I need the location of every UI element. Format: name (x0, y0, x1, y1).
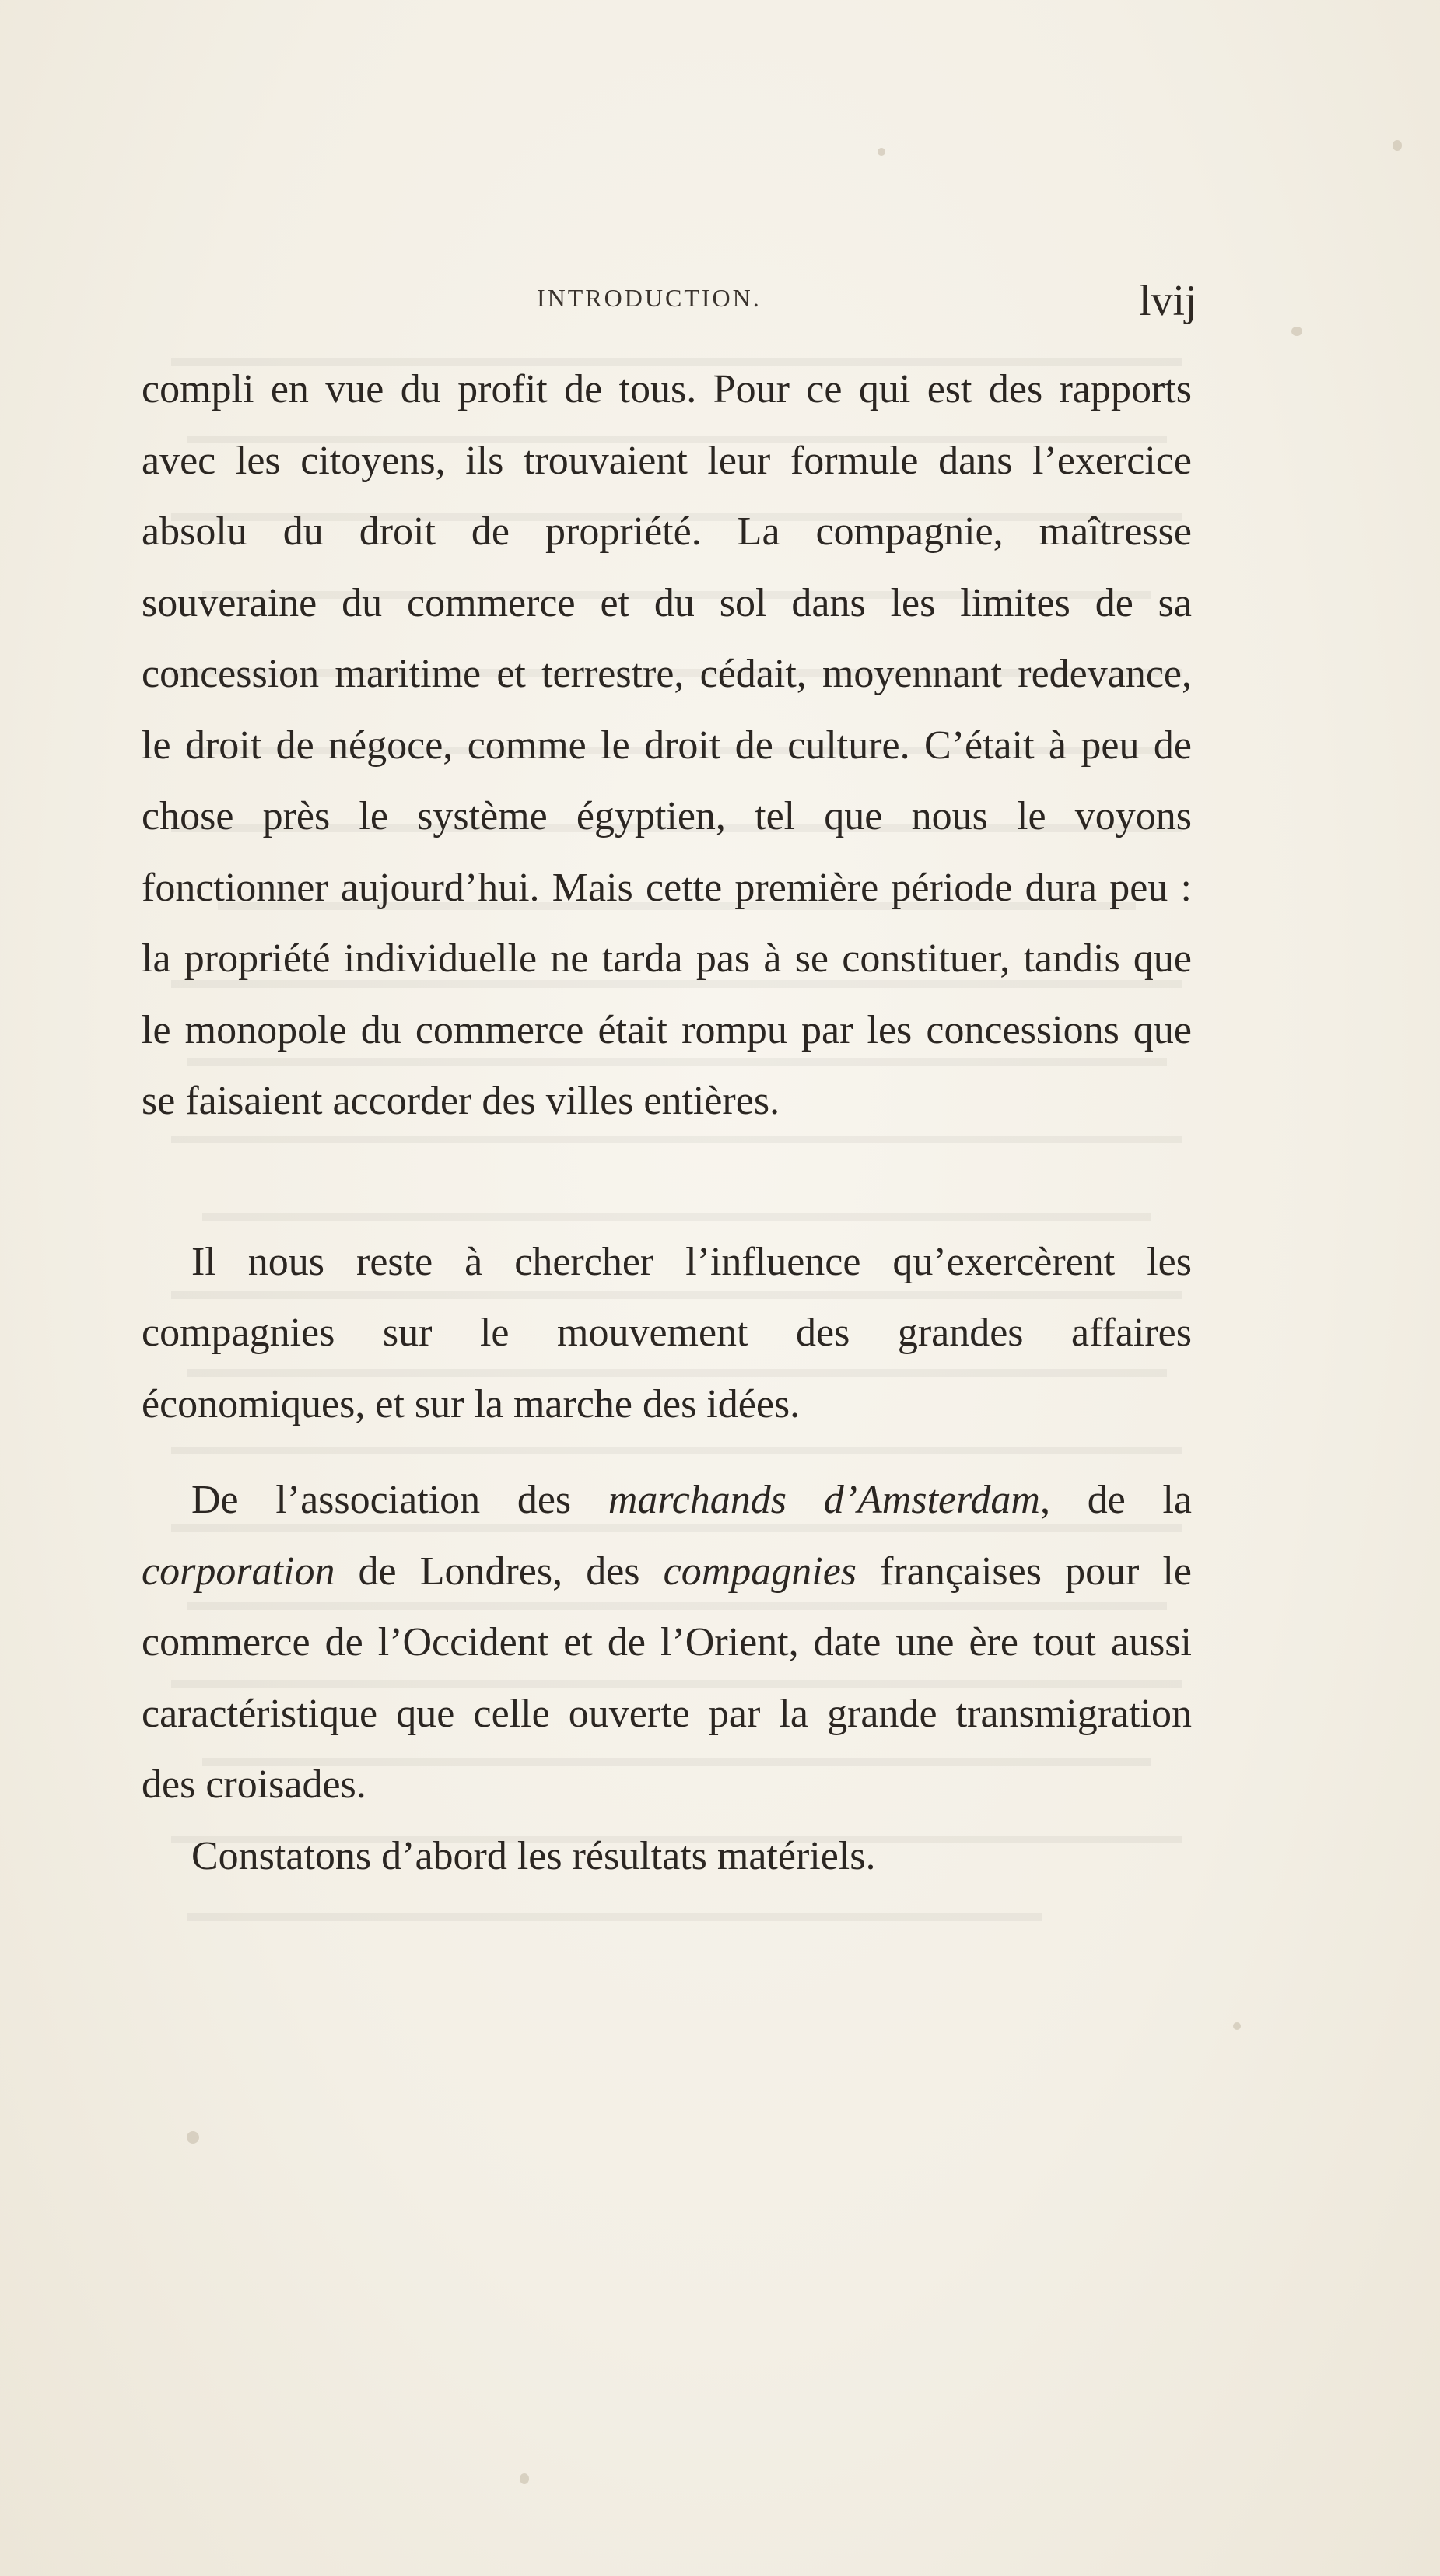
paragraph-3 (142, 1465, 1192, 1821)
italic-phrase: corporation (142, 1549, 335, 1594)
paragraph-3-text: , de la (1040, 1478, 1192, 1522)
paper-speck (1291, 327, 1302, 336)
paragraph-4: Constatons d’abord les résultats matériels. (191, 1833, 876, 1878)
running-title: INTRODUCTION. (537, 284, 762, 312)
paper-speck (187, 2131, 199, 2144)
paragraph-3-text: françaises pour le commerce de l’Occident et de l’Orient, date une ère tout aussi caractéristique que celle ouverte par la grande transmigration des croisades. (142, 1549, 1193, 1807)
page-number: lvij (1139, 277, 1197, 325)
running-head (0, 276, 1440, 323)
body-text (142, 354, 1192, 1892)
paper-speck (1393, 140, 1402, 151)
paragraph-3-text: De l’association des (191, 1478, 608, 1522)
italic-phrase: marchands d’Amsterdam (608, 1478, 1040, 1522)
paper-speck (878, 148, 885, 156)
paper-speck (520, 2473, 529, 2484)
paragraph-3-text: de Londres, des (335, 1549, 664, 1594)
paper-speck (1233, 2022, 1241, 2030)
paragraph-2: Il nous reste à chercher l’influence qu’exercèrent les compagnies sur le mouvement des grandes affaires économiques, et sur la marche des idées. (142, 1239, 1192, 1426)
paragraph-1: compli en vue du profit de tous. Pour ce qui est des rapports avec les citoyens, ils trouvaient leur formule dans l’exercice absolu du droit de propriété. La compagnie, maîtresse souveraine du commerce et du sol dans les limites de sa concession maritime et terrestre, cédait, moyennant redevance, le droit de négoce, comme le droit de culture. C’était à peu de chose près le système égyptien, tel que nous le voyons fonctionner aujourd’hui. Mais cette première période dura peu : la propriété individuelle ne tarda pas à se constituer, tandis que le monopole du commerce était rompu par les concessions que se faisaient accorder des villes entières. (142, 367, 1192, 1123)
italic-phrase: compagnies (663, 1549, 857, 1594)
